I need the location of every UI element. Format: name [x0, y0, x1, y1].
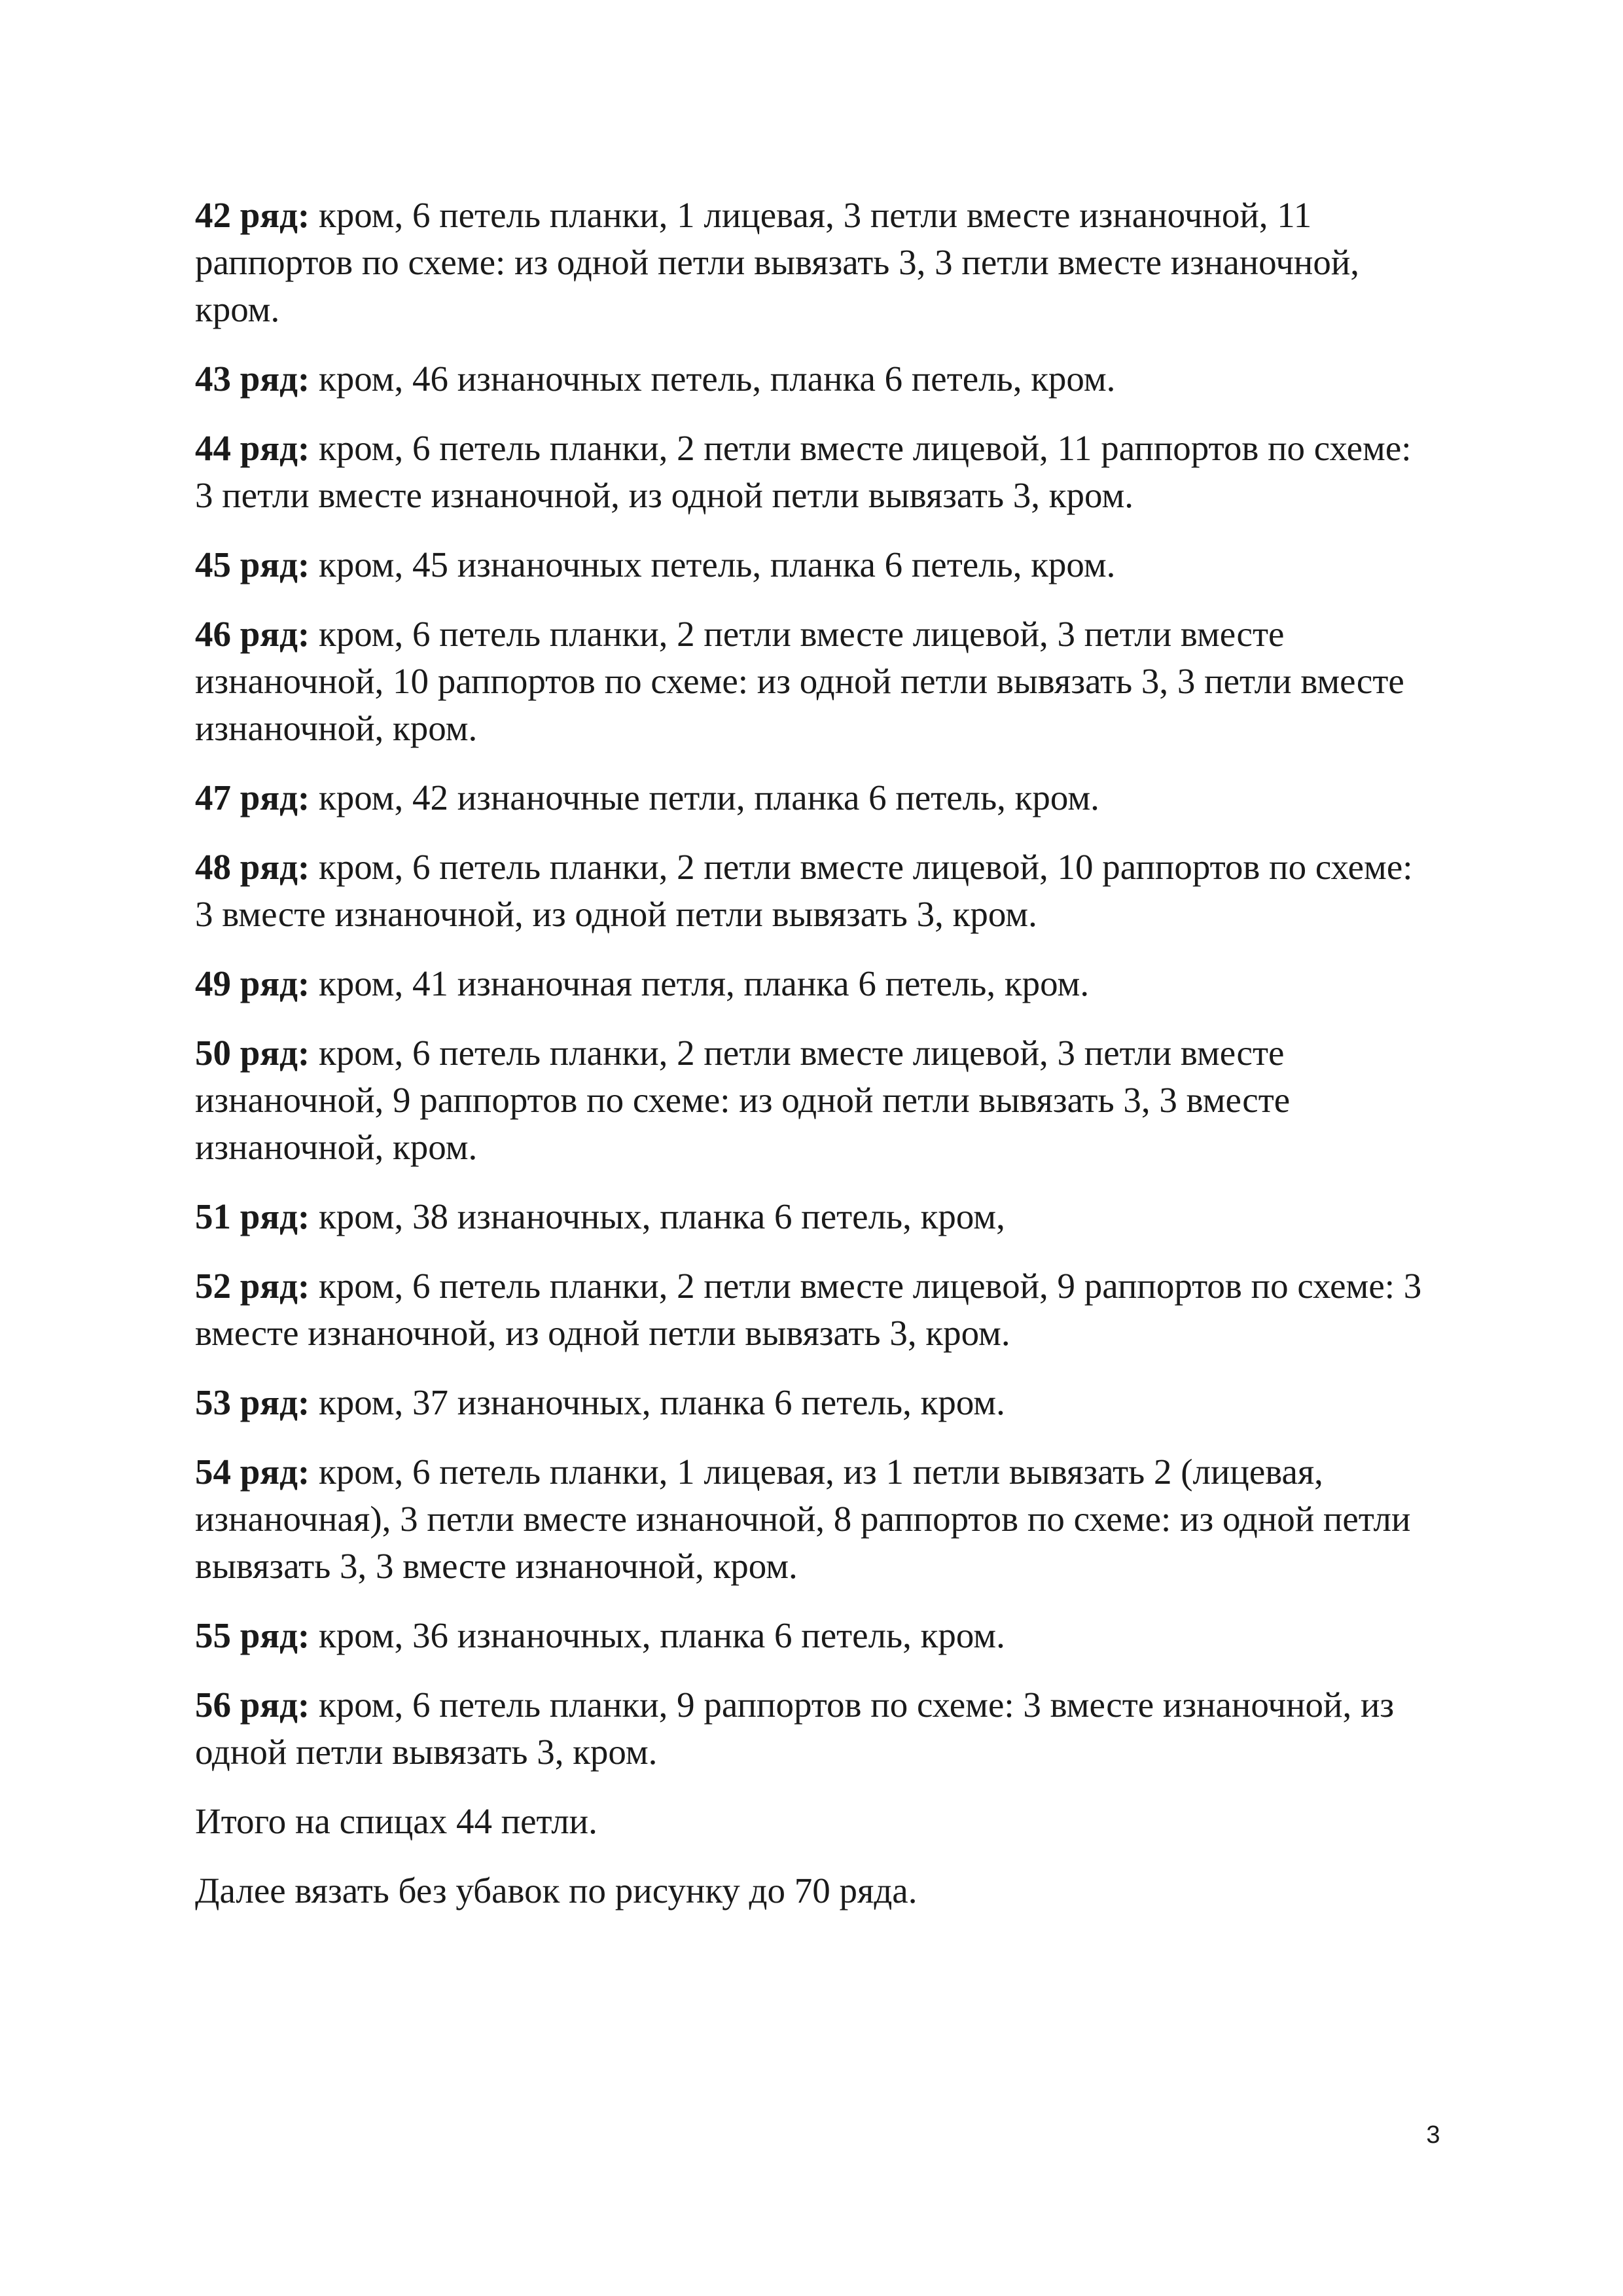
row-paragraph-46 — [195, 611, 1425, 752]
row-paragraph-44 — [195, 425, 1425, 519]
row-paragraph-45 — [195, 541, 1425, 588]
row-text: кром, 6 петель планки, 2 петли вместе лицевой, 11 раппортов по схеме: 3 петли вместе изнаночной, из одной петли вывязать 3, кром. — [195, 428, 1412, 515]
row-text: кром, 37 изнаночных, планка 6 петель, кром. — [310, 1382, 1005, 1422]
row-text: кром, 46 изнаночных петель, планка 6 петель, кром. — [310, 359, 1116, 399]
row-label: 51 ряд: — [195, 1196, 310, 1236]
row-paragraph-49 — [195, 960, 1425, 1007]
continue-instruction-paragraph: Далее вязать без убавок по рисунку до 70 ряда. — [195, 1871, 918, 1910]
row-paragraph-56 — [195, 1681, 1425, 1776]
row-text: кром, 41 изнаночная петля, планка 6 петель, кром. — [310, 963, 1090, 1003]
row-label: 52 ряд: — [195, 1266, 310, 1306]
total-stitches-paragraph: Итого на спицах 44 петли. — [195, 1801, 597, 1841]
row-text: кром, 38 изнаночных, планка 6 петель, кром, — [310, 1196, 1005, 1236]
row-label: 43 ряд: — [195, 359, 310, 399]
row-text: кром, 6 петель планки, 9 раппортов по схеме: 3 вместе изнаночной, из одной петли вывязать 3, кром. — [195, 1685, 1395, 1772]
page-number: 3 — [1426, 2121, 1440, 2149]
row-label: 55 ряд: — [195, 1615, 310, 1655]
row-text: кром, 6 петель планки, 2 петли вместе лицевой, 10 раппортов по схеме: 3 вместе изнаночной, из одной петли вывязать 3, кром. — [195, 847, 1413, 934]
row-label: 50 ряд: — [195, 1033, 310, 1073]
row-label: 56 ряд: — [195, 1685, 310, 1725]
row-paragraph-50 — [195, 1030, 1425, 1171]
row-paragraph-48 — [195, 844, 1425, 938]
row-paragraph-42 — [195, 192, 1425, 333]
row-label: 45 ряд: — [195, 545, 310, 584]
row-text: кром, 36 изнаночных, планка 6 петель, кром. — [310, 1615, 1005, 1655]
row-paragraph-55 — [195, 1612, 1425, 1659]
row-text: кром, 42 изнаночные петли, планка 6 петель, кром. — [310, 778, 1099, 817]
row-label: 54 ряд: — [195, 1452, 310, 1492]
row-label: 47 ряд: — [195, 778, 310, 817]
row-label: 42 ряд: — [195, 195, 310, 235]
row-text: кром, 6 петель планки, 2 петли вместе лицевой, 3 петли вместе изнаночной, 9 раппортов по схеме: из одной петли вывязать 3, 3 вместе изнаночной, кром. — [195, 1033, 1291, 1167]
row-paragraph-54 — [195, 1448, 1425, 1590]
row-paragraph-47 — [195, 774, 1425, 821]
row-text: кром, 6 петель планки, 2 петли вместе лицевой, 9 раппортов по схеме: 3 вместе изнаночной, из одной петли вывязать 3, кром. — [195, 1266, 1422, 1353]
row-label: 46 ряд: — [195, 614, 310, 654]
row-text: кром, 6 петель планки, 1 лицевая, 3 петли вместе изнаночной, 11 раппортов по схеме: из одной петли вывязать 3, 3 петли вместе изнаночной, кром. — [195, 195, 1360, 329]
row-text: кром, 6 петель планки, 2 петли вместе лицевой, 3 петли вместе изнаночной, 10 раппортов по схеме: из одной петли вывязать 3, 3 петли вместе изнаночной, кром. — [195, 614, 1404, 748]
row-label: 48 ряд: — [195, 847, 310, 887]
row-label: 53 ряд: — [195, 1382, 310, 1422]
row-paragraph-52 — [195, 1263, 1425, 1357]
row-paragraph-43 — [195, 355, 1425, 403]
row-text: кром, 45 изнаночных петель, планка 6 петель, кром. — [310, 545, 1116, 584]
page-body — [195, 192, 1425, 1937]
row-label: 44 ряд: — [195, 428, 310, 468]
row-paragraph-53 — [195, 1379, 1425, 1426]
row-text: кром, 6 петель планки, 1 лицевая, из 1 петли вывязать 2 (лицевая, изнаночная), 3 петли вместе изнаночной, 8 раппортов по схеме: из одной петли вывязать 3, 3 вместе изнаночной, кром. — [195, 1452, 1411, 1586]
row-label: 49 ряд: — [195, 963, 310, 1003]
row-paragraph-51 — [195, 1193, 1425, 1240]
